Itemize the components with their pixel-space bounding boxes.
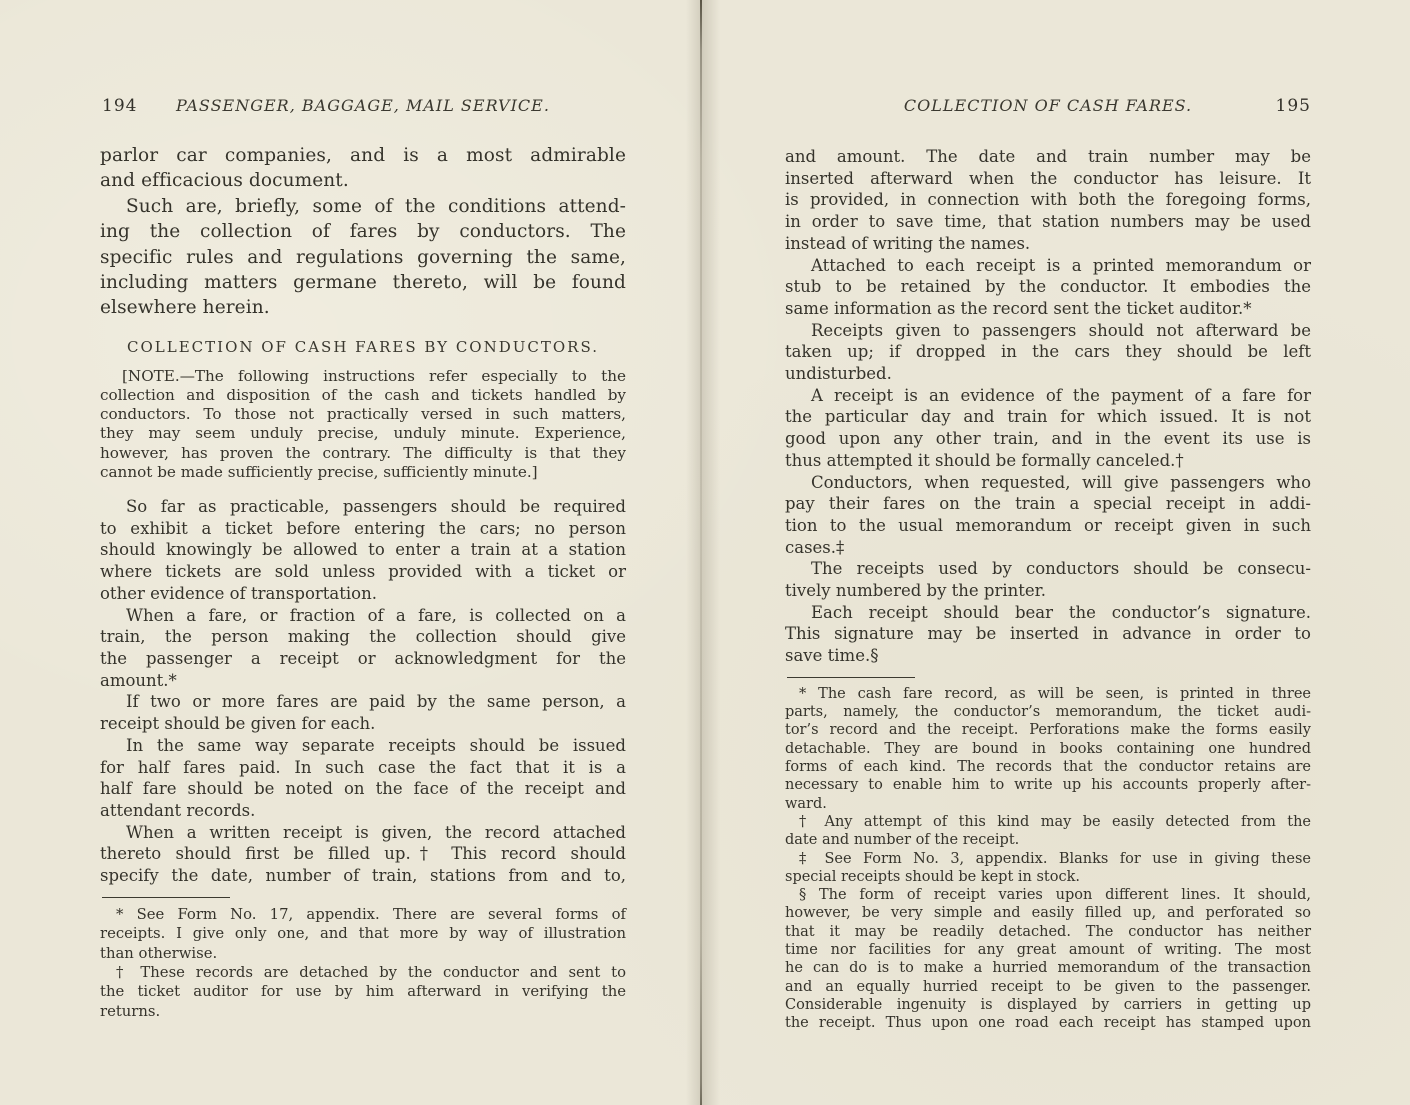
text-line: half fare should be noted on the face of the receipt and <box>100 779 626 799</box>
text-line: is provided, in connection with both the foregoing forms, <box>785 190 1311 210</box>
text-line: instead of writing the names. <box>785 233 1031 253</box>
text-line: receipt should be given for each. <box>100 714 376 734</box>
text-line: necessary to enable him to write up his accounts properly after- <box>785 777 1311 794</box>
text-line: In the same way separate receipts should be issued <box>126 735 626 755</box>
paragraph <box>100 194 626 321</box>
text-line: than otherwise. <box>100 944 218 962</box>
section-heading: COLLECTION OF CASH FARES BY CONDUCTORS. <box>127 337 599 356</box>
text-line: they may seem unduly precise, unduly minute. Experience, <box>100 424 626 443</box>
text-line: Attached to each receipt is a printed memorandum or <box>811 255 1311 275</box>
text-line: parts, namely, the conductor’s memorandum, the ticket audi- <box>785 704 1311 721</box>
paragraph <box>785 813 1311 850</box>
text-line: and amount. The date and train number may be <box>785 147 1311 166</box>
text-line: thereto should first be filled up.† This record should <box>100 844 626 864</box>
text-line: should knowingly be allowed to enter a train at a station <box>100 540 626 560</box>
left-intro-text <box>100 143 626 321</box>
text-line: tor’s record and the receipt. Perforations make the forms easily <box>785 722 1311 739</box>
paragraph <box>785 146 1311 255</box>
text-line: where tickets are sold unless provided with a ticket or <box>100 562 626 582</box>
text-line: amount.* <box>100 670 177 690</box>
text-line: The receipts used by conductors should be consecu- <box>811 559 1311 579</box>
text-line: receipts. I give only one, and that more by way of illustration <box>100 925 626 943</box>
text-line: and efficacious document. <box>100 170 349 192</box>
text-line: cases.‡ <box>785 537 845 557</box>
text-line: other evidence of transportation. <box>100 583 377 603</box>
paragraph <box>785 472 1311 559</box>
text-line: pay their fares on the train a special receipt in addi- <box>785 494 1311 514</box>
text-line: † Any attempt of this kind may be easily detected from the <box>799 813 1311 830</box>
left-footnotes <box>100 905 626 1021</box>
right-running-head: COLLECTION OF CASH FARES. <box>903 96 1193 115</box>
text-line: ‡ See Form No. 3, appendix. Blanks for use in giving these <box>799 850 1311 867</box>
text-line: tion to the usual memorandum or receipt given in such <box>785 515 1311 535</box>
text-line: specify the date, number of train, stations from and to, <box>100 866 626 886</box>
text-line: time nor facilities for any great amount of writing. The most <box>785 942 1311 959</box>
text-line: * The cash fare record, as will be seen, is printed in three <box>799 685 1311 702</box>
left-page <box>100 96 626 1021</box>
right-page-header <box>785 96 1311 120</box>
text-line: tively numbered by the printer. <box>785 581 1046 601</box>
text-line: for half fares paid. In such case the fact that it is a <box>100 757 626 777</box>
left-page-number: 194 <box>102 96 138 116</box>
left-running-head: PASSENGER, BAGGAGE, MAIL SERVICE. <box>176 96 550 115</box>
right-page <box>785 96 1311 1033</box>
paragraph <box>100 735 626 822</box>
text-line: § The form of receipt varies upon different lines. It should, <box>799 887 1311 904</box>
text-line: forms of each kind. The records that the conductor retains are <box>785 759 1311 776</box>
text-line: Conductors, when requested, will give passengers who <box>811 472 1311 492</box>
text-line: This signature may be inserted in advance in order to <box>785 624 1311 644</box>
paragraph <box>785 850 1311 887</box>
text-line: and an equally hurried receipt to be given to the passenger. <box>785 978 1311 995</box>
text-line: the receipt. Thus upon one road each receipt has stamped upon <box>785 1015 1311 1032</box>
text-line: collection and disposition of the cash and tickets handled by <box>100 386 626 405</box>
text-line: the ticket auditor for use by him afterward in verifying the <box>100 983 626 1001</box>
paragraph <box>785 320 1311 385</box>
text-line: returns. <box>100 1002 161 1020</box>
text-line: When a fare, or fraction of a fare, is collected on a <box>126 605 626 625</box>
paragraph <box>785 255 1311 320</box>
text-line: cannot be made sufficiently precise, sufficiently minute.] <box>100 462 538 481</box>
paragraph <box>785 886 1311 1032</box>
paragraph <box>100 496 626 605</box>
text-line: * See Form No. 17, appendix. There are several forms of <box>116 905 626 923</box>
text-line: the passenger a receipt or acknowledgment for the <box>100 648 626 668</box>
text-line: that it may be readily detached. The conductor has neither <box>785 923 1311 940</box>
paragraph <box>100 905 626 963</box>
text-line: thus attempted it should be formally canceled.† <box>785 450 1184 470</box>
paragraph <box>100 605 626 692</box>
paragraph <box>785 558 1311 601</box>
text-line: When a written receipt is given, the record attached <box>126 822 626 842</box>
text-line: specific rules and regulations governing the same, <box>100 246 626 268</box>
text-line: Each receipt should bear the conductor’s signature. <box>811 602 1311 622</box>
text-line: A receipt is an evidence of the payment of a fare for <box>811 385 1311 405</box>
text-line: elsewhere herein. <box>100 297 270 319</box>
left-page-header <box>100 96 626 120</box>
paragraph <box>785 385 1311 472</box>
text-line: special receipts should be kept in stock. <box>785 868 1080 885</box>
text-line: If two or more fares are paid by the same person, a <box>126 692 626 712</box>
paragraph <box>100 691 626 734</box>
right-page-number: 195 <box>1275 96 1311 116</box>
text-line: however, has proven the contrary. The difficulty is that they <box>100 443 626 462</box>
text-line: undisturbed. <box>785 364 892 384</box>
text-line: So far as practicable, passengers should be required <box>126 497 626 517</box>
text-line: ward. <box>785 795 827 812</box>
text-line: including matters germane thereto, will be found <box>100 272 626 294</box>
paragraph <box>100 963 626 1021</box>
left-body-text <box>100 496 626 887</box>
text-line: detachable. They are bound in books containing one hundred <box>785 740 1311 757</box>
text-line: date and number of the receipt. <box>785 832 1020 849</box>
text-line: stub to be retained by the conductor. It embodies the <box>785 277 1311 297</box>
text-line: [NOTE.—The following instructions refer especially to the <box>122 366 626 385</box>
text-line: parlor car companies, and is a most admirable <box>100 145 626 166</box>
text-line: however, be very simple and easily filled up, and perforated so <box>785 905 1311 922</box>
text-line: Such are, briefly, some of the conditions attend- <box>126 195 626 217</box>
paragraph <box>785 685 1311 813</box>
paragraph <box>100 143 626 194</box>
text-line: Considerable ingenuity is displayed by carriers in getting up <box>785 996 1311 1013</box>
text-line: save time.§ <box>785 646 879 666</box>
right-footnote-rule <box>787 677 915 678</box>
left-footnote-rule <box>102 897 230 898</box>
text-line: taken up; if dropped in the cars they should be left <box>785 342 1311 362</box>
text-line: conductors. To those not practically versed in such matters, <box>100 405 626 424</box>
text-line: to exhibit a ticket before entering the cars; no person <box>100 518 626 538</box>
text-line: † These records are detached by the conductor and sent to <box>116 963 626 981</box>
text-line: Receipts given to passengers should not afterward be <box>811 320 1311 340</box>
paragraph <box>785 602 1311 667</box>
text-line: train, the person making the collection should give <box>100 627 626 647</box>
text-line: ing the collection of fares by conductors. The <box>100 221 626 243</box>
book-gutter-crease <box>700 0 702 1105</box>
text-line: same information as the record sent the ticket auditor.* <box>785 298 1252 318</box>
text-line: he can do is to make a hurried memorandum of the transaction <box>785 960 1311 977</box>
text-line: the particular day and train for which issued. It is not <box>785 407 1311 427</box>
editorial-note <box>100 367 626 482</box>
paragraph <box>100 822 626 887</box>
right-body-text <box>785 146 1311 667</box>
text-line: inserted afterward when the conductor has leisure. It <box>785 168 1311 188</box>
text-line: good upon any other train, and in the event its use is <box>785 429 1311 449</box>
paragraph <box>100 367 626 482</box>
text-line: attendant records. <box>100 800 256 820</box>
book-gutter-shadow <box>686 0 720 1105</box>
right-footnotes <box>785 685 1311 1033</box>
text-line: in order to save time, that station numbers may be used <box>785 212 1311 232</box>
